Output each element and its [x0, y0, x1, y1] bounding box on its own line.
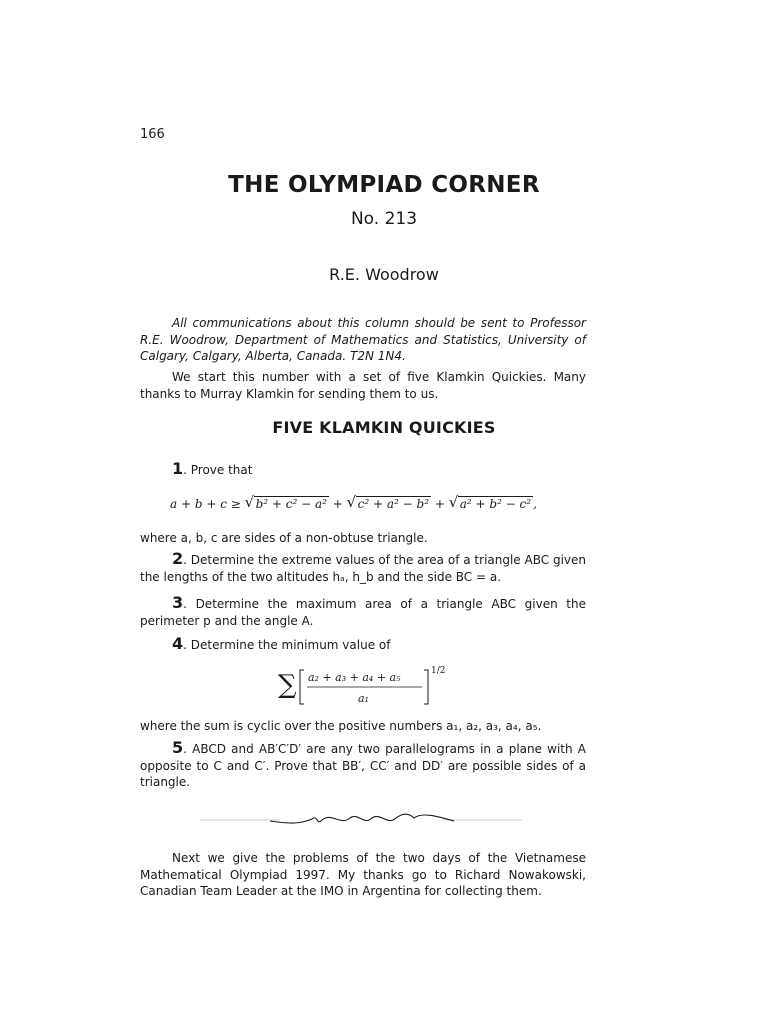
problem-number: 4: [172, 634, 184, 653]
problem-text: . Prove that: [183, 463, 253, 477]
svg-text:∑: ∑: [278, 670, 297, 700]
page-title: THE OLYMPIAD CORNER: [228, 172, 540, 198]
page-number: 166: [140, 127, 165, 142]
radicand-2: c² + a² − b²: [357, 497, 430, 511]
author-name: R.E. Woodrow: [329, 265, 439, 284]
problem-1: [140, 461, 586, 479]
problem-number: 5: [172, 738, 184, 757]
radical-1: √ b² + c² − a²: [244, 493, 327, 511]
problem-4: [140, 636, 586, 654]
formula-lhs: a + b + c ≥: [170, 497, 245, 511]
radical-2: √ c² + a² − b²: [346, 493, 430, 511]
radicand-1: b² + c² − a²: [255, 497, 327, 511]
ornament-divider: [200, 808, 522, 832]
problem-5: [140, 740, 586, 791]
sum-exponent: 1/2: [431, 666, 446, 676]
section-heading: FIVE KLAMKIN QUICKIES: [272, 418, 496, 437]
intro-paragraph: All communications about this column should be sent to Professor R.E. Woodrow, Department of Mathematics and Statistics, University of Calgary, Calgary, Alberta, Canada. T2N 1N4.: [140, 316, 586, 363]
problem-text: . Determine the minimum value of: [183, 638, 391, 652]
closing-paragraph: Next we give the problems of the two days of the Vietnamese Mathematical Olympiad 1997. My thanks go to Richard Nowakowski, Canadian Team Leader at the IMO in Argentina for collecting them.: [140, 851, 586, 898]
problem-1-after: where a, b, c are sides of a non-obtuse triangle.: [140, 531, 428, 545]
problem-1-formula: a + b + c ≥ √ b² + c² − a² + √ c² + a² − b² + √ a² + b² − c² ,: [170, 493, 537, 511]
problem-number: 3: [172, 593, 184, 612]
sum-denominator: a₁: [358, 692, 369, 705]
sum-formula: [278, 660, 478, 708]
problem-text: . ABCD and AB′C′D′ are any two parallelograms in a plane with A opposite to C and C′. Prove that BB′, CC′ and DD′ are possible sides of a triangle.: [140, 742, 586, 789]
radicand-3: a² + b² − c²: [459, 497, 532, 511]
problem-text: . Determine the extreme values of the area of a triangle ABC given the lengths of the two altitudes hₐ, h_b and the side BC = a.: [140, 553, 586, 584]
problem-2: [140, 551, 586, 585]
problem-4-after: where the sum is cyclic over the positive numbers a₁, a₂, a₃, a₄, a₅.: [140, 719, 542, 733]
problem-text: . Determine the maximum area of a triangle ABC given the perimeter p and the angle A.: [140, 597, 586, 628]
sum-numerator: a₂ + a₃ + a₄ + a₅: [308, 671, 401, 684]
issue-number: No. 213: [350, 209, 418, 229]
radical-3: √ a² + b² − c²: [448, 493, 532, 511]
start-paragraph: We start this number with a set of five Klamkin Quickies. Many thanks to Murray Klamkin for sending them to us.: [140, 370, 586, 401]
problem-number: 2: [172, 549, 184, 568]
problem-number: 1: [172, 459, 184, 478]
problem-3: [140, 595, 586, 629]
